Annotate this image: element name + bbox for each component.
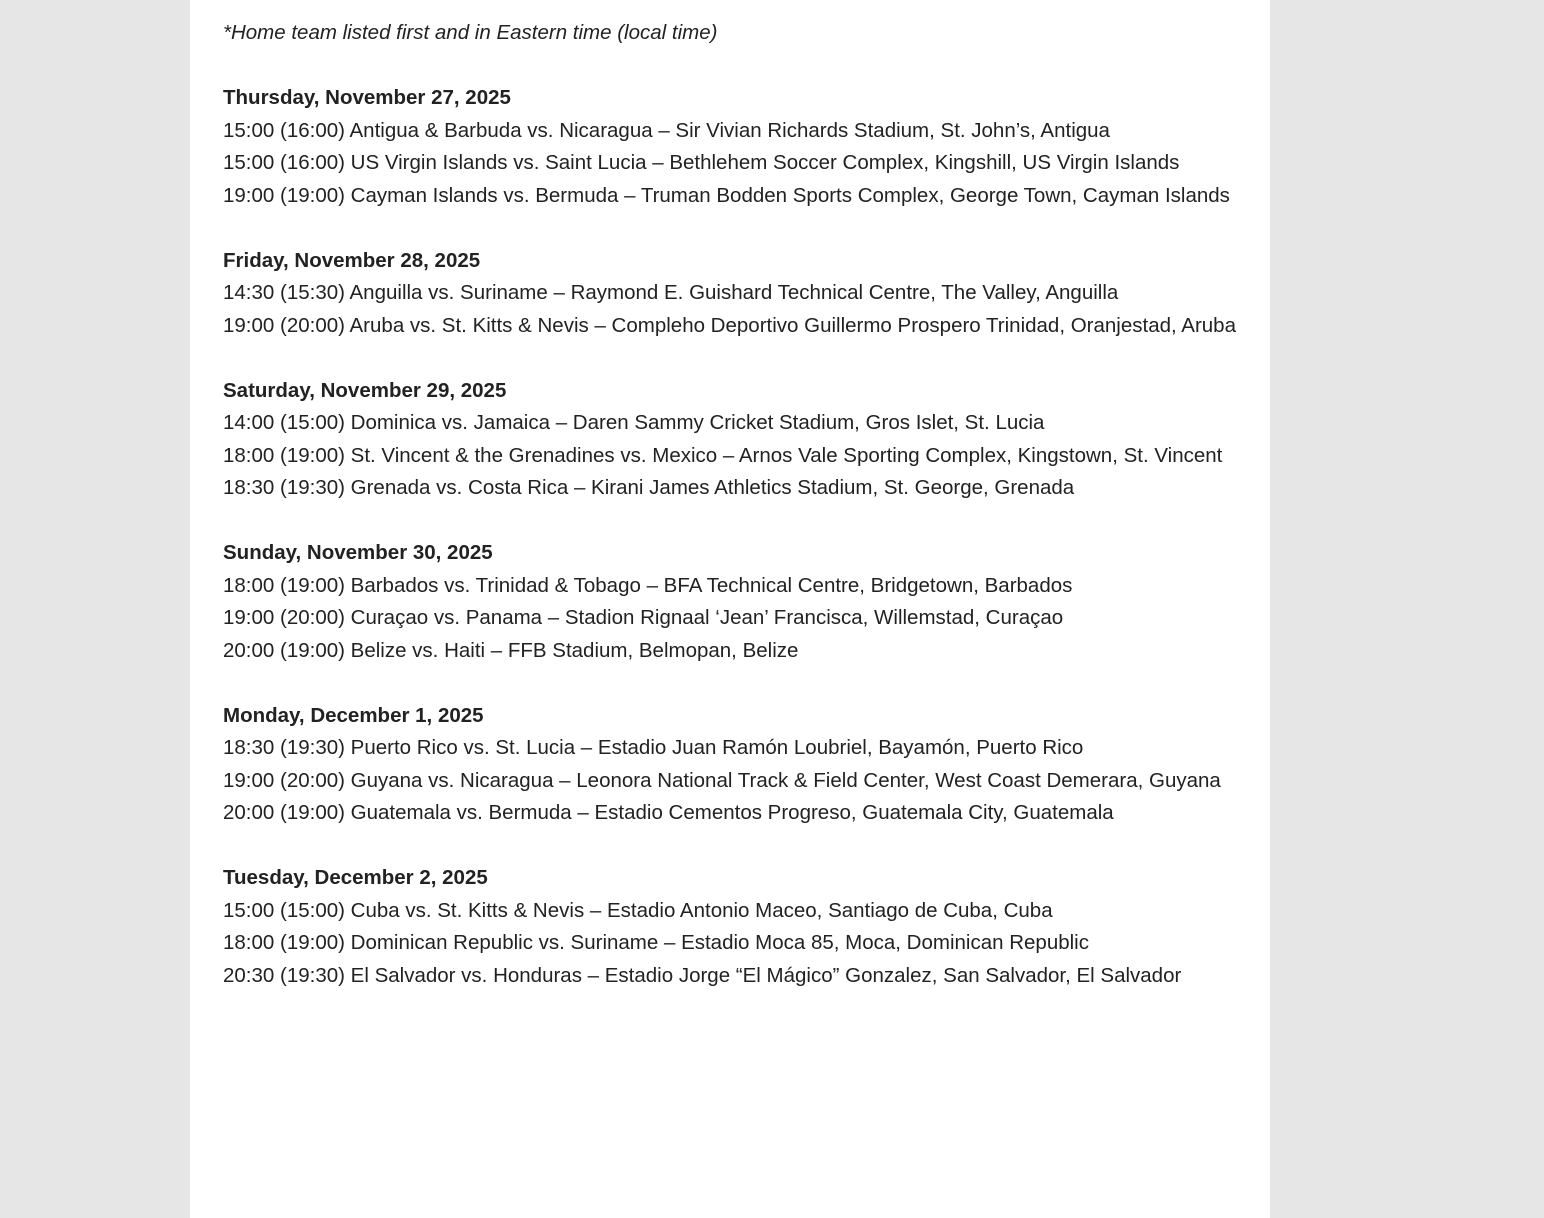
match-line: 20:00 (19:00) Guatemala vs. Bermuda – Estadio Cementos Progreso, Guatemala City, Guatemala	[223, 801, 1114, 824]
day-section	[223, 375, 1238, 505]
match-line: 14:30 (15:30) Anguilla vs. Suriname – Raymond E. Guishard Technical Centre, The Valley, Anguilla	[223, 281, 1119, 304]
day-section	[223, 82, 1238, 212]
day-section	[223, 245, 1238, 343]
day-section	[223, 700, 1238, 830]
article-page	[190, 0, 1270, 1218]
match-line: 19:00 (20:00) Aruba vs. St. Kitts & Nevis – Compleho Deportivo Guillermo Prospero Trinidad, Oranjestad, Aruba	[223, 313, 1236, 337]
day-section	[223, 537, 1238, 667]
match-line: 14:00 (15:00) Dominica vs. Jamaica – Daren Sammy Cricket Stadium, Gros Islet, St. Lucia	[223, 411, 1045, 434]
day-heading: Tuesday, December 2, 2025	[223, 866, 488, 889]
match-line: 18:30 (19:30) Puerto Rico vs. St. Lucia – Estadio Juan Ramón Loubriel, Bayamón, Puerto Rico	[223, 736, 1084, 759]
match-line: 15:00 (16:00) US Virgin Islands vs. Saint Lucia – Bethlehem Soccer Complex, Kingshill, US Virgin Islands	[223, 151, 1180, 174]
day-heading: Friday, November 28, 2025	[223, 248, 481, 272]
match-line: 18:00 (19:00) Barbados vs. Trinidad & Tobago – BFA Technical Centre, Bridgetown, Barbados	[223, 573, 1073, 597]
day-section	[223, 862, 1238, 992]
match-line: 20:30 (19:30) El Salvador vs. Honduras – Estadio Jorge “El Mágico” Gonzalez, San Salvador, El Salvador	[223, 963, 1182, 987]
schedule-note: *Home team listed first and in Eastern time (local time)	[223, 21, 718, 44]
match-line: 19:00 (19:00) Cayman Islands vs. Bermuda – Truman Bodden Sports Complex, George Town, Cayman Islands	[223, 183, 1230, 207]
match-line: 18:00 (19:00) Dominican Republic vs. Suriname – Estadio Moca 85, Moca, Dominican Republic	[223, 931, 1089, 954]
day-heading: Thursday, November 27, 2025	[223, 86, 511, 109]
match-line: 20:00 (19:00) Belize vs. Haiti – FFB Stadium, Belmopan, Belize	[223, 638, 799, 662]
match-line: 18:00 (19:00) St. Vincent & the Grenadines vs. Mexico – Arnos Vale Sporting Complex, Kingstown, St. Vincent	[223, 443, 1223, 467]
match-line: 15:00 (15:00) Cuba vs. St. Kitts & Nevis – Estadio Antonio Maceo, Santiago de Cuba, Cuba	[223, 898, 1053, 922]
match-line: 15:00 (16:00) Antigua & Barbuda vs. Nicaragua – Sir Vivian Richards Stadium, St. John’s, Antigua	[223, 118, 1110, 142]
match-line: 18:30 (19:30) Grenada vs. Costa Rica – Kirani James Athletics Stadium, St. George, Grenada	[223, 476, 1075, 499]
day-heading: Sunday, November 30, 2025	[223, 541, 493, 564]
day-heading: Monday, December 1, 2025	[223, 703, 484, 727]
schedule-content	[223, 17, 1238, 992]
match-line: 19:00 (20:00) Curaçao vs. Panama – Stadion Rignaal ‘Jean’ Francisca, Willemstad, Curaçao	[223, 606, 1064, 629]
day-heading: Saturday, November 29, 2025	[223, 378, 507, 402]
match-line: 19:00 (20:00) Guyana vs. Nicaragua – Leonora National Track & Field Center, West Coast Demerara, Guyana	[223, 768, 1221, 792]
